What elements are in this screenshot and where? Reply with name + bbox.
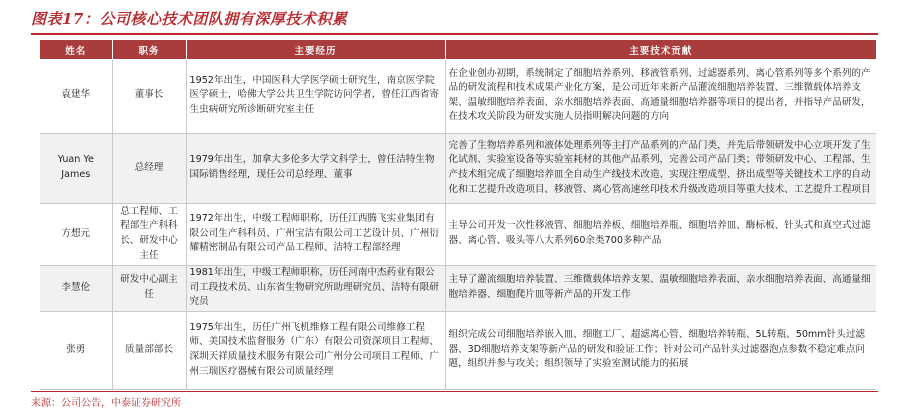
header-name: 姓名 <box>40 40 112 59</box>
bottom-divider <box>31 391 878 392</box>
cell-name: 方想元 <box>40 203 112 265</box>
header-position: 职务 <box>112 40 186 59</box>
cell-experience: 1981年出生，中级工程师职称，历任河南中杰药业有限公司工段技术员、山东省生物研究所助理研究员、洁特有限研究员 <box>186 265 445 311</box>
cell-name: 李慧伦 <box>40 265 112 311</box>
figure-title: 图表17：公司核心技术团队拥有深厚技术积累 <box>31 10 348 28</box>
cell-contribution: 组织完成公司细胞培养嵌入皿、细胞工厂、超滤离心管、细胞培养转瓶、5L转瓶、50mm针头过滤器、3D细胞培养支架等新产品的研发和验证工作；针对公司产品针头过滤器泡点参数不稳定难点问题，组织并参与攻关；组织领导了实验室测试能力的拓展 <box>445 311 876 389</box>
table-row <box>40 203 876 265</box>
tech-team-table <box>40 40 876 390</box>
cell-contribution: 完善了生物培养系列和液体处理系列等主打产品系列的产品门类，并先后带领研发中心立项开发了生化试剂、实验室设备等实验室耗材的其他产品系列，完善公司产品门类；带领研发中心、工程部、生产技术组完成了细胞培养皿全自动生产线技术改造、实现注塑成型、挤出成型等关键技术工序的自动化和工艺提升改造项目、移液管、离心管高速丝印技术升级改造项目等重大技术、工艺提升工程项目 <box>445 133 876 203</box>
title-divider <box>31 33 878 35</box>
cell-experience: 1979年出生，加拿大多伦多大学文科学士，曾任洁特生物国际销售经理，现任公司总经理、董事 <box>186 133 445 203</box>
cell-experience: 1975年出生，历任广州飞机维修工程有限公司维修工程师、美国技术监督服务（广东）有限公司资深项目工程师、深圳天祥质量技术服务有限公司广州分公司项目工程师、广州三瑞医疗器械有限公司质量经理 <box>186 311 445 389</box>
cell-name: 袁建华 <box>40 59 112 133</box>
header-contribution: 主要技术贡献 <box>445 40 876 59</box>
cell-position: 质量部部长 <box>112 311 186 389</box>
cell-name: Yuan Ye James <box>40 133 112 203</box>
table-row <box>40 59 876 133</box>
cell-contribution: 在企业创办初期，系统制定了细胞培养系列、移液管系列、过滤器系列、离心管系列等多个系列的产品的研发流程和技术成果产业化方案，是公司近年来新产品灌流细胞培养装置、三维微载体培养支架、温敏细胞培养表面、亲水细胞培养表面、高通量细胞培养器等项目的提出者，并指导产品研发，在技术攻关阶段为研发实施人员指明解决问题的方向 <box>445 59 876 133</box>
cell-position: 总工程师、工程部生产科科长、研发中心主任 <box>112 203 186 265</box>
cell-position: 研发中心副主任 <box>112 265 186 311</box>
cell-position: 总经理 <box>112 133 186 203</box>
source-note: 来源：公司公告，中泰证券研究所 <box>31 398 181 409</box>
table-header-row <box>40 40 876 59</box>
header-experience: 主要经历 <box>186 40 445 59</box>
table-row <box>40 311 876 389</box>
cell-contribution: 主导了灌流细胞培养装置、三维微载体培养支架、温敏细胞培养表面、亲水细胞培养表面、高通量细胞培养器、细胞爬片皿等新产品的开发工作 <box>445 265 876 311</box>
cell-name: 张勇 <box>40 311 112 389</box>
table-row <box>40 265 876 311</box>
cell-position: 董事长 <box>112 59 186 133</box>
table-row <box>40 133 876 203</box>
cell-contribution: 主导公司开发一次性移液管、细胞培养板、细胞培养瓶、细胞培养皿、酶标板、针头式和真空式过滤器、离心管、吸头等八大系列60余类700多种产品 <box>445 203 876 265</box>
cell-experience: 1952年出生，中国医科大学医学硕士研究生，南京医学院医学硕士，哈佛大学公共卫生学院访问学者，曾任江西省寄生虫病研究所诊断研究室主任 <box>186 59 445 133</box>
cell-experience: 1972年出生，中级工程师职称，历任江西腾飞实业集团有限公司生产科科员、广州宝洁有限公司工艺设计员、广州衍耀精密制品有限公司产品工程师、洁特工程部经理 <box>186 203 445 265</box>
